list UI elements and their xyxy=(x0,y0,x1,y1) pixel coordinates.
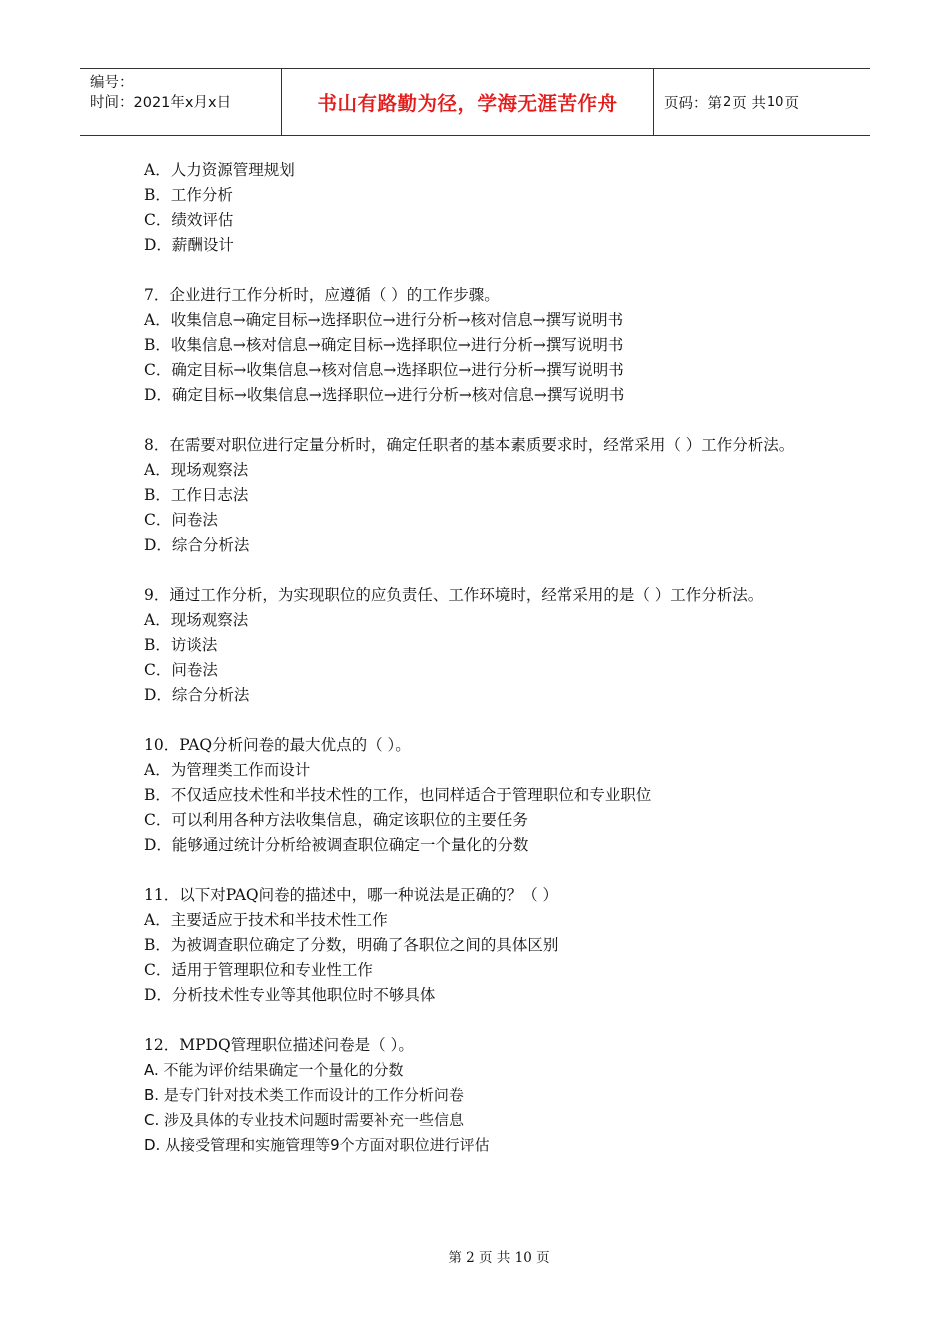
question-7 xyxy=(144,283,809,408)
question-stem: 9．通过工作分析，为实现职位的应负责任、工作环境时，经常采用的是（ ）工作分析法。 xyxy=(144,586,764,604)
time-label: 时间：2021年x月x日 xyxy=(90,95,232,111)
page-footer: 第 2 页 共 10 页 xyxy=(448,1250,550,1266)
page-prefix: 页码：第 xyxy=(664,95,722,112)
option-item: D．综合分析法 xyxy=(144,686,250,704)
option-item: D. 从接受管理和实施管理等9个方面对职位进行评估 xyxy=(144,1136,490,1154)
option-item: A．现场观察法 xyxy=(144,461,249,479)
header-page-indicator xyxy=(654,69,870,135)
document-body xyxy=(144,158,809,1183)
question-stem: 7．企业进行工作分析时，应遵循（ ）的工作步骤。 xyxy=(144,286,500,304)
question-stem: 8．在需要对职位进行定量分析时，确定任职者的基本素质要求时，经常采用（ ）工作分析法。 xyxy=(144,436,795,454)
option-item: A．人力资源管理规划 xyxy=(144,161,295,179)
header-meta xyxy=(80,69,282,135)
option-item: C．可以利用各种方法收集信息，确定该职位的主要任务 xyxy=(144,811,528,829)
option-item: D．薪酬设计 xyxy=(144,236,234,254)
option-item: A．为管理类工作而设计 xyxy=(144,761,311,779)
option-item: B．为被调查职位确定了分数，明确了各职位之间的具体区别 xyxy=(144,936,559,954)
option-item: D．分析技术性专业等其他职位时不够具体 xyxy=(144,986,436,1004)
page-current: 2 xyxy=(723,94,732,110)
option-item: C．绩效评估 xyxy=(144,211,234,229)
option-item: B．收集信息→核对信息→确定目标→选择职位→进行分析→撰写说明书 xyxy=(144,336,624,354)
question-10 xyxy=(144,733,809,858)
option-item: C．问卷法 xyxy=(144,661,218,679)
option-item: C．问卷法 xyxy=(144,511,218,529)
question-stem: 12．MPDQ管理职位描述问卷是（ ）。 xyxy=(144,1036,414,1054)
question-stem: 11．以下对PAQ问卷的描述中，哪一种说法是正确的？（ ） xyxy=(144,886,559,904)
page-mid: 页 共 xyxy=(732,95,766,112)
question-12 xyxy=(144,1033,809,1158)
option-item: A．主要适应于技术和半技术性工作 xyxy=(144,911,388,929)
option-item: B．不仅适应技术性和半技术性的工作，也同样适合于管理职位和专业职位 xyxy=(144,786,652,804)
option-item: C. 涉及具体的专业技术问题时需要补充一些信息 xyxy=(144,1111,465,1129)
option-item: D．确定目标→收集信息→选择职位→进行分析→核对信息→撰写说明书 xyxy=(144,386,625,404)
option-item: A. 不能为评价结果确定一个量化的分数 xyxy=(144,1061,404,1079)
prev-question-options xyxy=(144,158,809,258)
question-9 xyxy=(144,583,809,708)
option-item: A．现场观察法 xyxy=(144,611,249,629)
option-item: B．访谈法 xyxy=(144,636,218,654)
header-motto-cell xyxy=(282,69,654,135)
option-item: B．工作分析 xyxy=(144,186,233,204)
option-item: C．适用于管理职位和专业性工作 xyxy=(144,961,373,979)
option-item: C．确定目标→收集信息→核对信息→选择职位→进行分析→撰写说明书 xyxy=(144,361,624,379)
page-total: 10 xyxy=(766,94,784,110)
option-item: B．工作日志法 xyxy=(144,486,249,504)
option-item: A．收集信息→确定目标→选择职位→进行分析→核对信息→撰写说明书 xyxy=(144,311,624,329)
page-suffix: 页 xyxy=(784,95,799,112)
question-8 xyxy=(144,433,809,558)
number-label: 编号： xyxy=(90,75,134,91)
option-item: D．综合分析法 xyxy=(144,536,250,554)
question-stem: 10．PAQ分析问卷的最大优点的（ ）。 xyxy=(144,736,411,754)
option-item: D．能够通过统计分析给被调查职位确定一个量化的分数 xyxy=(144,836,529,854)
question-11 xyxy=(144,883,809,1008)
option-item: B. 是专门针对技术类工作而设计的工作分析问卷 xyxy=(144,1086,464,1104)
page-header xyxy=(80,68,870,136)
motto-text: 书山有路勤为径，学海无涯苦作舟 xyxy=(317,92,618,115)
